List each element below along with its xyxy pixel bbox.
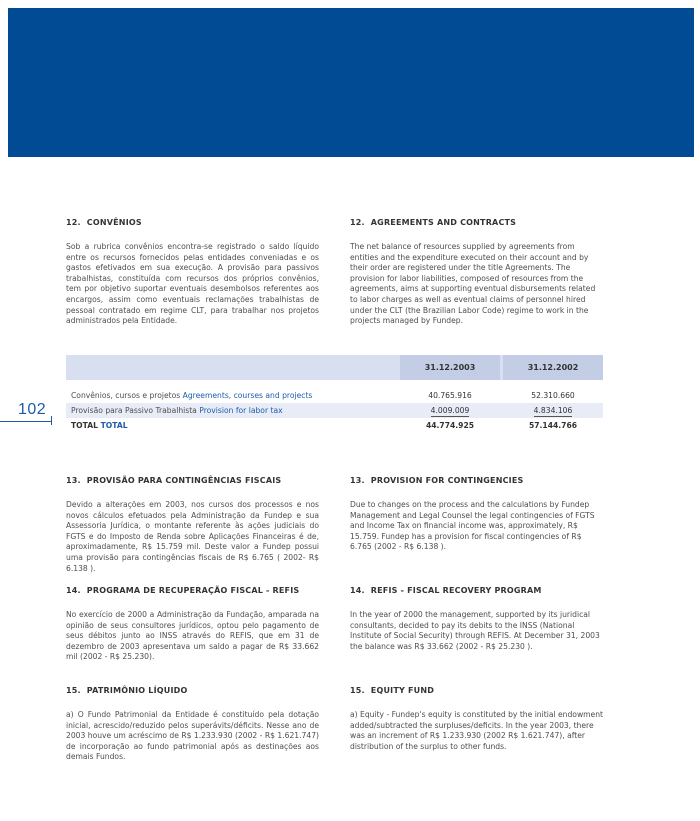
section-13-pt: [66, 476, 319, 574]
page-number: 102: [18, 401, 47, 418]
header-banner: [8, 8, 694, 157]
column-header-2002: 31.12.2002: [503, 355, 603, 380]
table-row-total: TOTAL TOTAL 44.774.925 57.144.766: [71, 421, 578, 430]
section-text: The net balance of resources supplied by agreements from entities and the expenditure executed on their account and by their order are registered under the title Agreements. The provision for labor liabilities, composed of resources from the agreements, aims at supporting eventual disbursements related to labor charges as well as eventual claims of personnel hired under the CLT (the Brazilian Labor Code) regime to work in the projects managed by Fundep.: [350, 242, 596, 326]
section-text: In the year of 2000 the management, supported by its juridical consultants, decided to pay its debits to the INSS (National Institute of Social Security) through REFIS. At December 31, 2003 the balance was R$ 33.662 (2002 - R$ 25.230 ).: [350, 610, 600, 651]
section-heading: 14. PROGRAMA DE RECUPERAÇÃO FISCAL - REFIS: [66, 586, 300, 595]
section-text: No exercício de 2000 a Administração da Fundação, amparada na opinião de seus consultores jurídicos, optou pelo pagamento de seus débitos junto ao INSS através do REFIS, que em 31 de dezembro de 2003 apresentava um saldo a pagar de R$ 33.662 mil (2002 - R$ 25.230).: [66, 610, 319, 662]
section-heading: 15. EQUITY FUND: [350, 686, 435, 695]
section-heading: 15. PATRIMÔNIO LÍQUIDO: [66, 686, 188, 695]
agreements-table: [66, 355, 603, 433]
section-heading: 12. CONVÊNIOS: [66, 218, 142, 227]
section-13-en: [350, 476, 603, 553]
section-12-pt: [66, 218, 319, 327]
section-text: a) O Fundo Patrimonial da Entidade é constituído pela dotação inicial, acrescido/reduzido pelos superávits/déficits. Nesse ano de 2003 houve um acréscimo de R$ 1.233.930 (2002 - R$ 1.621.747) de incorporação ao fundo patrimonial após as destinações aos demais Fundos.: [66, 710, 319, 762]
section-14-pt: [66, 586, 319, 663]
section-heading: 13. PROVISÃO PARA CONTINGÊNCIAS FISCAIS: [66, 476, 282, 485]
section-text: Devido a alterações em 2003, nos cursos dos processos e nos novos cálculos efetuados pela Administração da Fundep e sua Assessoria Jurídica, o montante referente às ações judiciais do FGTS e do Imposto de Renda sobre Aplicações Financeiras é de, aproximadamente, R$ 15.759 mil. Deste valor a Fundep possui uma provisão para contingências fiscais de R$ 6.765 ( 2002- R$ 6.138 ).: [66, 500, 319, 573]
section-heading: 14. REFIS - FISCAL RECOVERY PROGRAM: [350, 586, 542, 595]
section-12-en: [350, 218, 603, 327]
section-heading: 12. AGREEMENTS AND CONTRACTS: [350, 218, 517, 227]
table-row: Convênios, cursos e projetos Agreements, courses and projects 40.765.916 52.310.660: [71, 391, 575, 400]
section-text: Sob a rubrica convênios encontra-se registrado o saldo líquido entre os recursos fornecidos pelas entidades conveniadas e os gastos efetivados em sua execução. A provisão para passivos trabalhistas, constituída com recursos dos próprios convênios, tem por objetivo suportar eventuais desembolsos referentes aos encargos, assim como eventuais reclamações trabalhistas de pessoal contratado em regime CLT, para trabalhar nos projetos administrados pela Entidade.: [66, 242, 319, 326]
section-text: Due to changes on the process and the calculations by Fundep Management and Legal Counsel the legal contingencies of FGTS and Income Tax on financial income was, approximately, R$ 15.759. Fundep has a provision for fiscal contingencies of R$ 6.765 (2002 - R$ 6.138 ).: [350, 500, 595, 552]
column-header-2003: 31.12.2003: [400, 355, 500, 380]
section-text: a) Equity - Fundep's equity is constituted by the initial endowment added/subtracted the surpluses/deficits. In the year 2003, there was an increment of R$ 1.233.930 (2002 R$ 1.621.747), after distribution of the surplus to other funds.: [350, 710, 604, 751]
section-14-en: [350, 586, 603, 652]
section-15-en: [350, 686, 603, 752]
section-15-pt: [66, 686, 319, 763]
table-row: Provisão para Passivo Trabalhista Provision for labor tax 4.009.009 4.834.106: [66, 403, 603, 418]
table-header: [66, 355, 603, 380]
page-number-tick: [51, 416, 52, 425]
page-number-rule: [0, 421, 52, 422]
section-heading: 13. PROVISION FOR CONTINGENCIES: [350, 476, 524, 485]
